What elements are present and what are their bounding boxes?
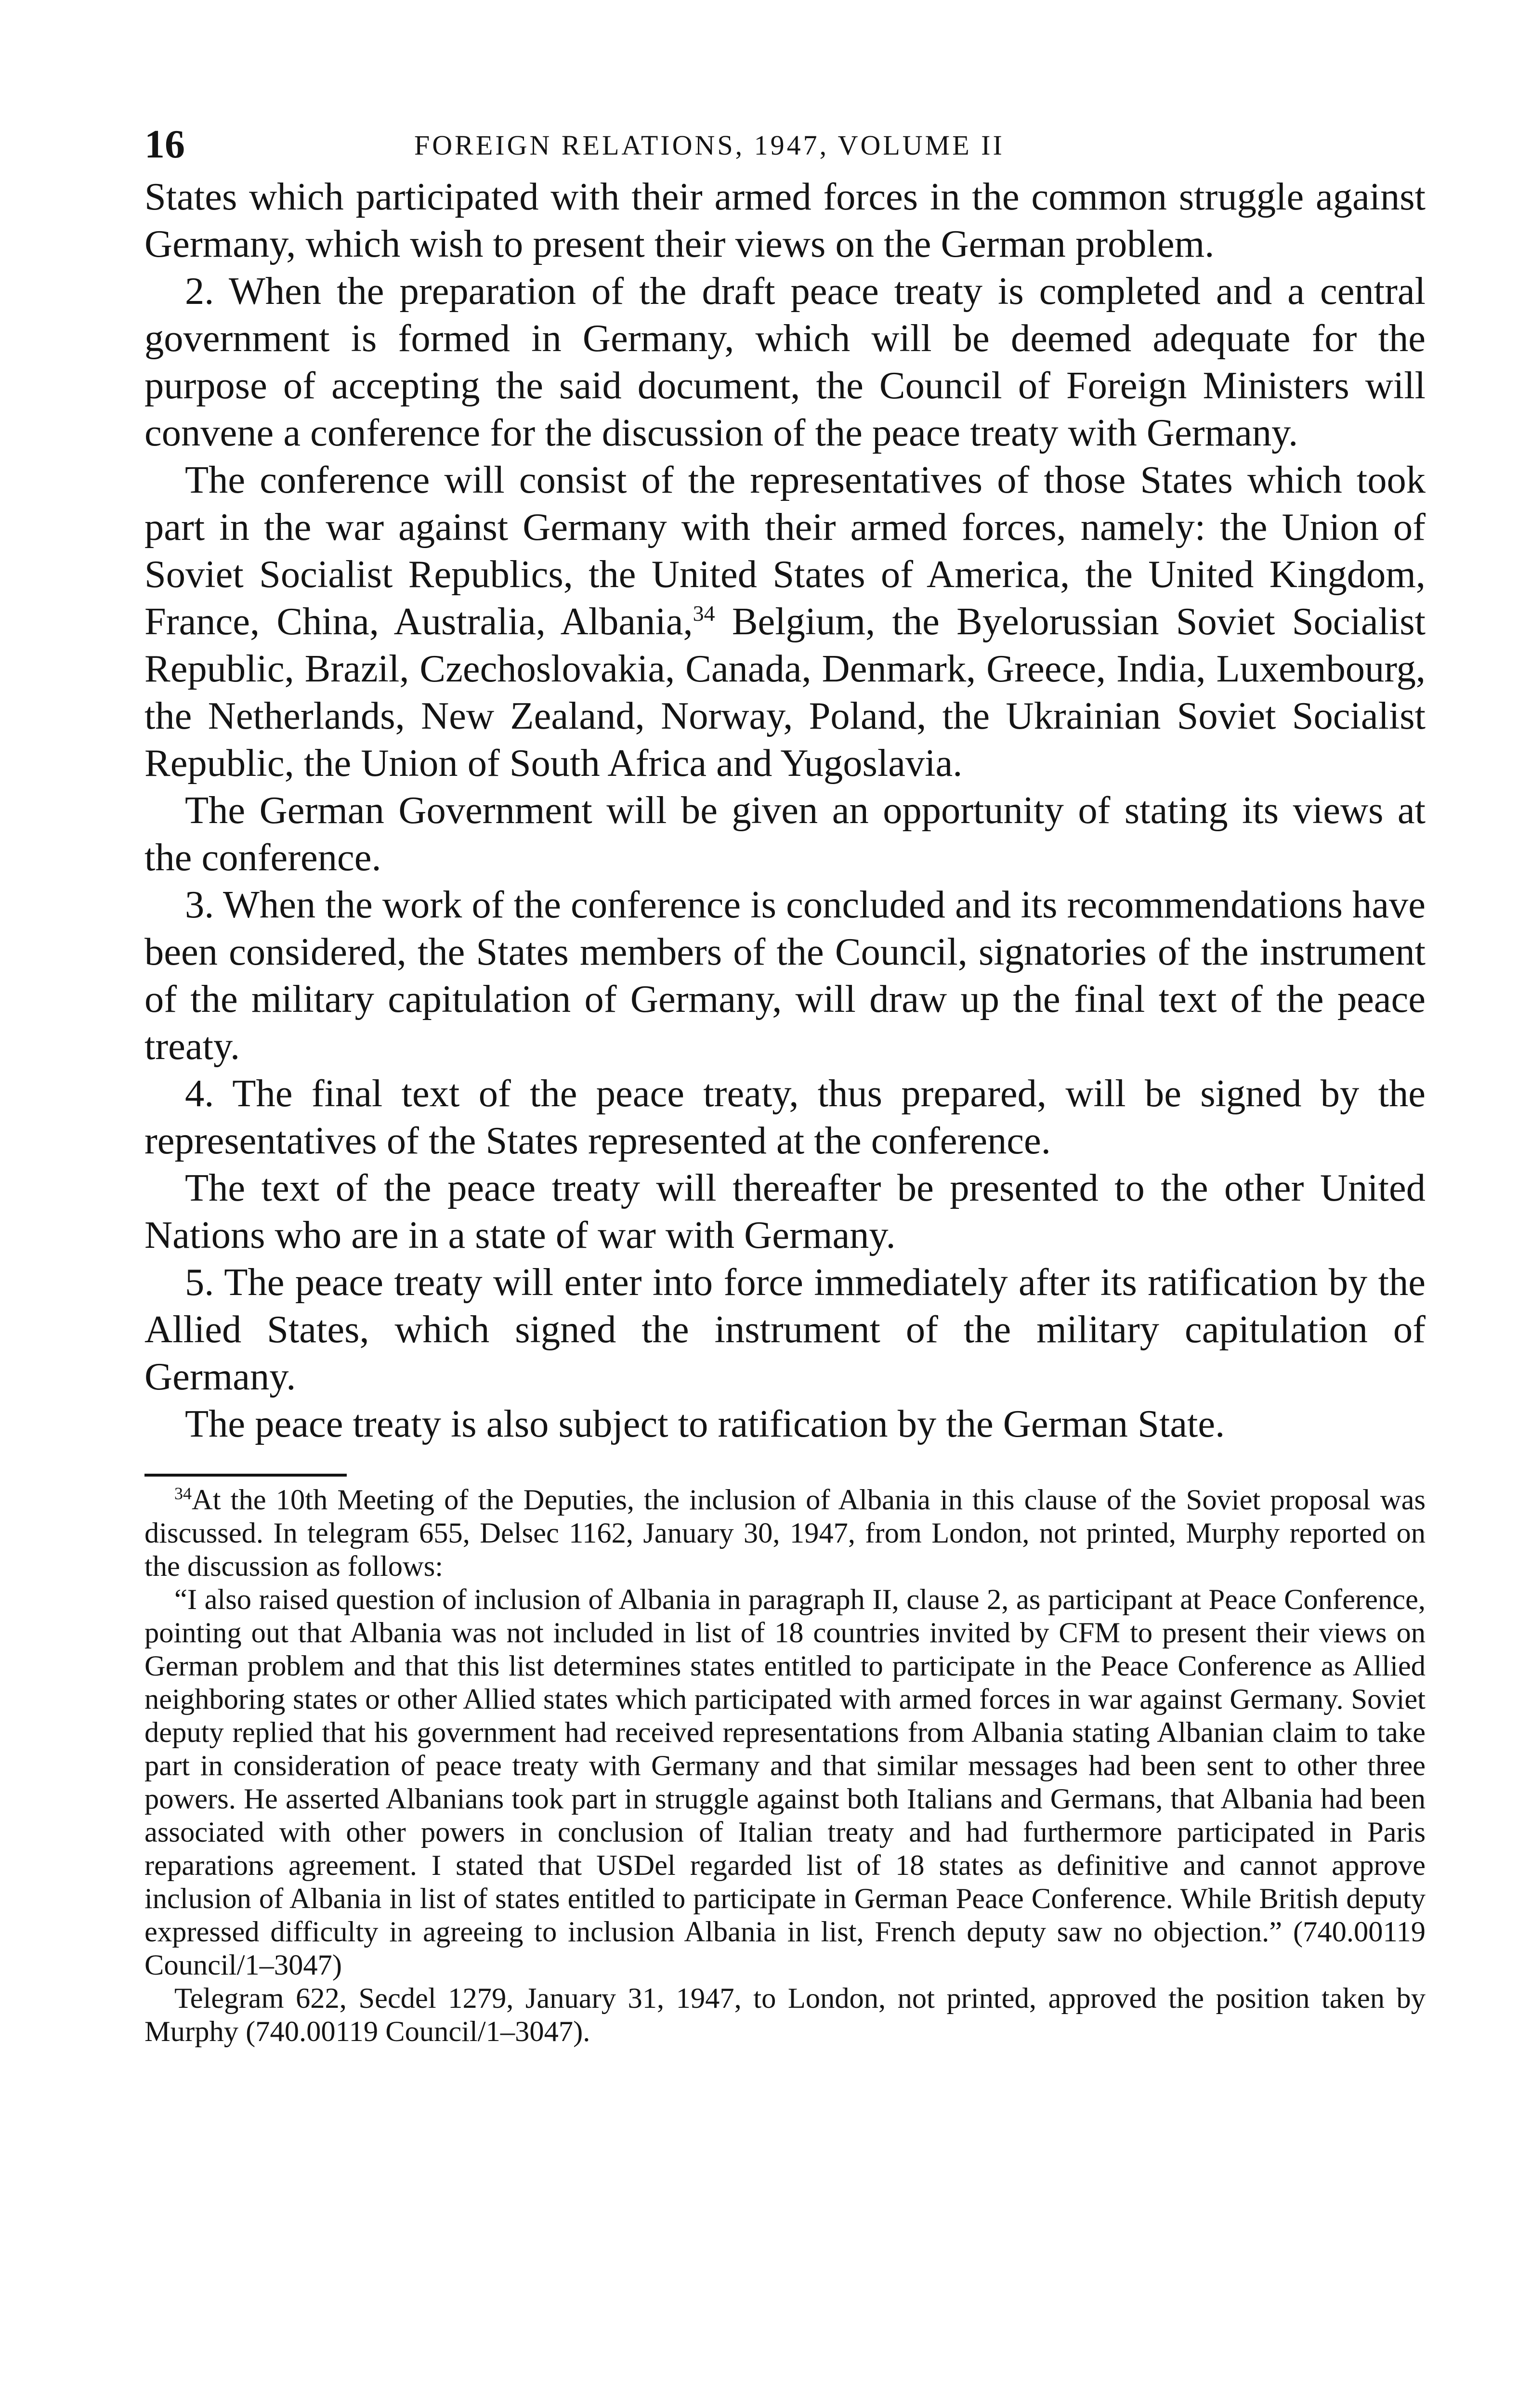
document-page — [144, 120, 1426, 2048]
footnote-divider — [144, 1474, 347, 1477]
paragraph-ratification: The peace treaty is also subject to ratification by the German State. — [185, 1402, 1225, 1445]
page-header — [144, 120, 1426, 173]
paragraph-text: Belgium, the Byelorussian Soviet Socialist Republic, Brazil, Czechoslovakia, Canada, Denmark, Greece, India, Luxembourg, the Netherlands, New Zealand, Norway, Poland, the Ukrainian Soviet Socialist Republic, the Union of South Africa and Yugoslavia. — [144, 600, 1426, 785]
paragraph-conference-composition — [144, 457, 1426, 787]
footnotes — [144, 1483, 1426, 2048]
footnote-telegram: Telegram 622, Secdel 1279, January 31, 1947, to London, not printed, approved the position taken by Murphy (740.00119 Council/1–3047). — [144, 1982, 1426, 2048]
paragraph-clause-5: 5. The peace treaty will enter into force immediately after its ratification by the Allied States, which signed the instrument of the military capitulation of Germany. — [144, 1261, 1426, 1398]
footnote-marker: 34 — [174, 1483, 192, 1503]
paragraph-other-nations: The text of the peace treaty will thereafter be presented to the other United Nations who are in a state of war with Germany. — [144, 1166, 1426, 1256]
paragraph-clause-4: 4. The final text of the peace treaty, thus prepared, will be signed by the representatives of the States represented at the conference. — [144, 1072, 1426, 1162]
paragraph-clause-2: 2. When the preparation of the draft peace treaty is completed and a central government is formed in Germany, which will be deemed adequate for the purpose of accepting the said document, the Council of Foreign Ministers will convene a conference for the discussion of the peace treaty with Germany. — [144, 270, 1426, 454]
paragraph-clause-3: 3. When the work of the conference is concluded and its recommendations have been considered, the States members of the Council, signatories of the instrument of the military capitulation of Germany, will draw up the final text of the peace treaty. — [144, 883, 1426, 1068]
body-text — [144, 173, 1426, 1448]
footnote-reference[interactable]: 34 — [693, 601, 715, 626]
footnote-34 — [144, 1483, 1426, 1583]
footnote-text: At the 10th Meeting of the Deputies, the inclusion of Albania in this clause of the Soviet proposal was discussed. In telegram 655, Delsec 1162, January 30, 1947, from London, not printed, Murphy reported on the discussion as follows: — [144, 1484, 1426, 1583]
paragraph-german-government: The German Government will be given an opportunity of stating its views at the conference. — [144, 789, 1426, 879]
page-number: 16 — [144, 122, 185, 167]
footnote-quote: “I also raised question of inclusion of Albania in paragraph II, clause 2, as participant at Peace Conference, pointing out that Albania was not included in list of 18 countries invited by CFM to present their views on German problem and that this list determines states entitled to participate in the Peace Conference as Allied neighboring states or other Allied states which participated with armed forces in war against Germany. Soviet deputy replied that his government had received representations from Albania stating Albanian claim to take part in consideration of peace treaty with Germany and that similar messages had been sent to other three powers. He asserted Albanians took part in struggle against both Italians and Germans, that Albania had been associated with other powers in conclusion of Italian treaty and had furthermore participated in Paris reparations agreement. I stated that USDel regarded list of 18 states as definitive and cannot approve inclusion of Albania in list of states entitled to participate in German Peace Conference. While British deputy expressed difficulty in agreeing to inclusion Albania in list, French deputy saw no objection.” (740.00119 Council/1–3047) — [144, 1584, 1426, 1981]
running-head: FOREIGN RELATIONS, 1947, VOLUME II — [414, 130, 1005, 161]
paragraph-text: The conference will consist of the representatives of those States which took part in the war against Germany with their armed forces, namely: the Union of Soviet Socialist Republics, the United States of America, the United Kingdom, France, China, Australia, Albania, — [144, 458, 1426, 643]
paragraph-continuation: States which participated with their armed forces in the common struggle against Germany, which wish to present their views on the German problem. — [144, 175, 1426, 265]
